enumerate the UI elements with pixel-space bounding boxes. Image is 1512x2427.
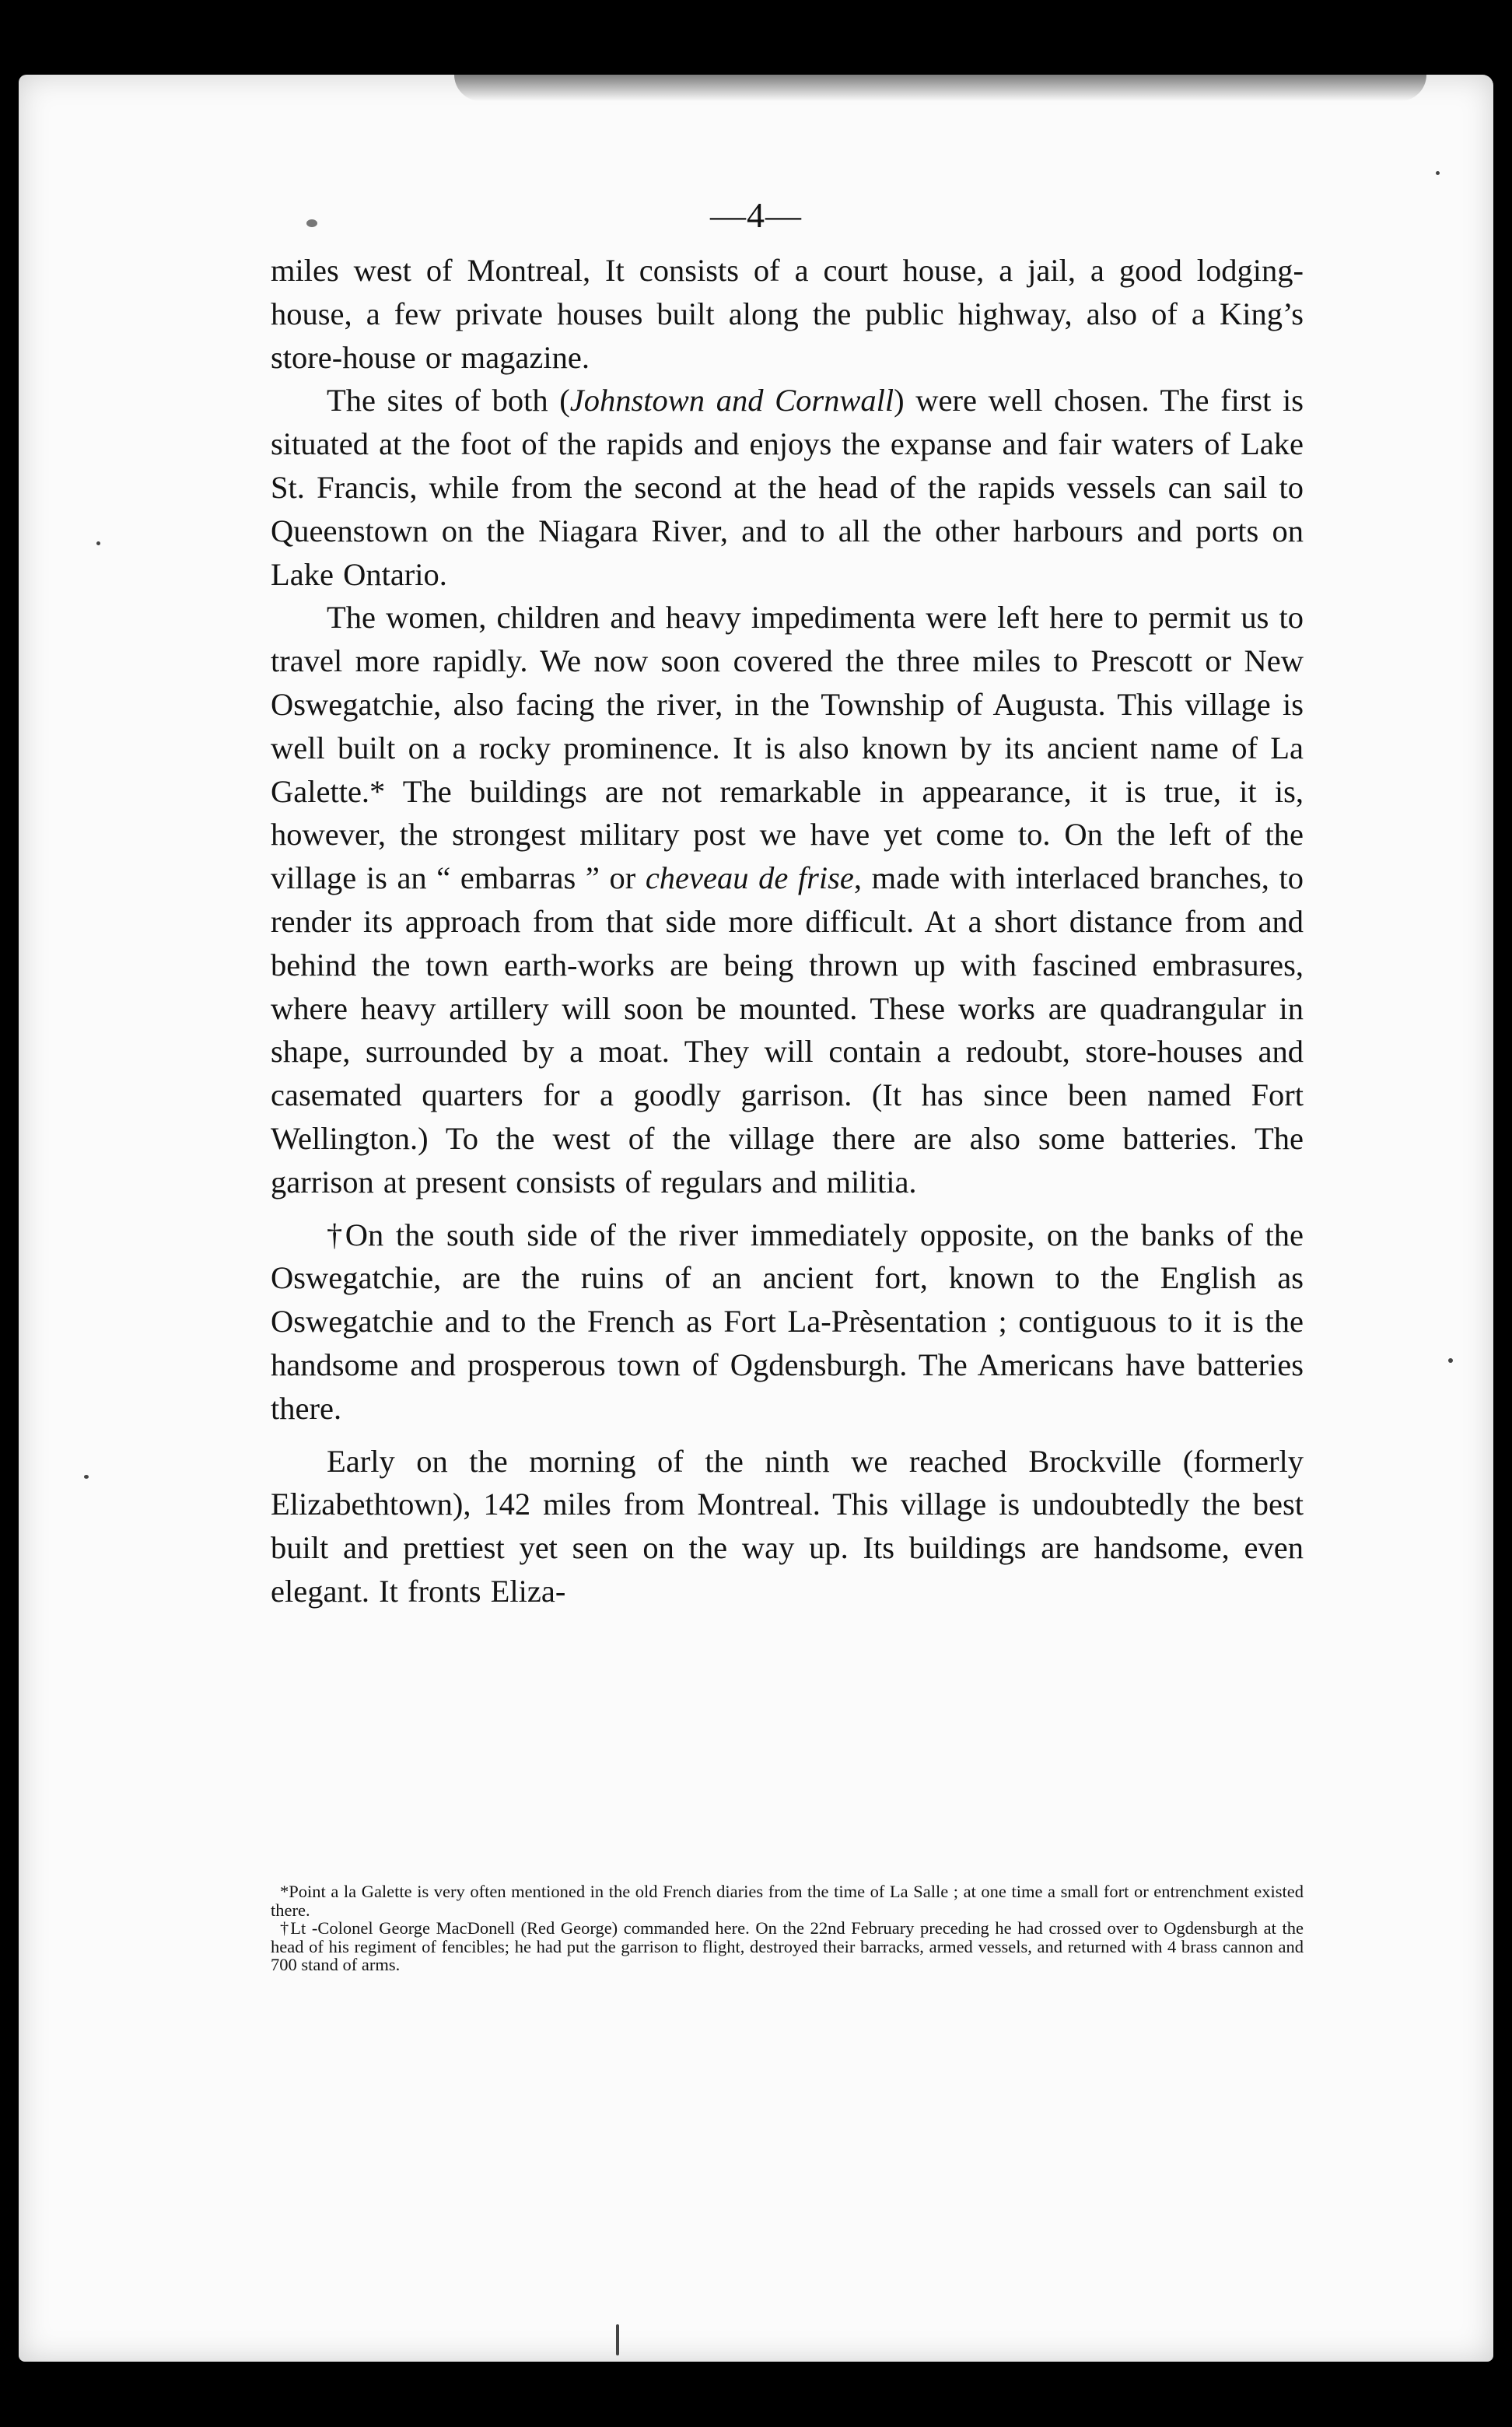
paragraph: †On the south side of the river immediately opposite, on the banks of the Oswegatchie, are the ruins of an ancient fort, known to the English as Oswegatchie and to the French as Fort La-Prèsentation ; contiguous to it is the handsome and prosperous town of Ogdensburgh. The Americans have batteries there. — [271, 1217, 1304, 1426]
footnote: *Point a la Galette is very often mentioned in the old French diaries from the time of La Salle ; at one time a small fort or entrenchment existed there. — [271, 1882, 1304, 1920]
paragraph — [271, 379, 1304, 596]
main-text — [271, 249, 1304, 1613]
ink-speck — [84, 1475, 89, 1479]
text-run: The sites of both ( — [327, 383, 570, 419]
footnotes — [271, 1882, 1304, 1974]
page-edge-shadow — [454, 75, 1426, 101]
footnote: †Lt -Colonel George MacDonell (Red George) commanded here. On the 22nd February preceding he had crossed over to Ogdensburgh at the head of his regiment of fencibles; he had put the garrison to flight, destroyed their barracks, armed vessels, and returned with 4 brass cannon and 700 stand of arms. — [271, 1918, 1304, 1974]
text-run: , made with interlaced branches, to render its approach from that side more difficult. At a short distance from and behind the town earth-works are being thrown up with fascined embrasures, where heavy artillery will soon be mounted. These works are quadrangular in shape, surrounded by a moat. They will contain a redoubt, store-houses and casemated quarters for a goodly garrison. (It has since been named Fort Wellington.) To the west of the village there are also some batteries. The garrison at present consists of regulars and militia. — [271, 860, 1304, 1199]
text-run: ) were well chosen. The first is situated at the foot of the rapids and enjoys the expanse and fair waters of Lake St. Francis, while from the second at the head of the rapids vessels can sail to Queenstown on the Niagara River, and to all the other harbours and ports on Lake Ontario. — [271, 383, 1304, 592]
ink-speck — [1436, 171, 1440, 175]
ink-speck — [1448, 1358, 1453, 1363]
text-run: The women, children and heavy impedimenta were left here to permit us to travel more rapidly. We now soon covered the three miles to Prescott or New Oswegatchie, also facing the river, in the Township of Augusta. This village is well built on a rocky prominence. It is also known by its ancient name of La Galette.* The buildings are not remarkable in appearance, it is true, it is, however, the strongest military post we have yet come to. On the left of the village is an “ embarras ” or — [271, 600, 1304, 896]
paragraph: miles west of Montreal, It consists of a court house, a jail, a good lodging-house, a few private houses built along the public highway, also of a King’s store-house or magazine. — [271, 253, 1304, 375]
page-number: —4— — [710, 195, 802, 235]
paragraph — [271, 596, 1304, 1203]
italic-text: cheveau de frise — [645, 860, 854, 896]
ink-speck — [616, 2324, 619, 2355]
italic-text: Johnstown and Cornwall — [569, 383, 894, 419]
paragraph: Early on the morning of the ninth we reached Brockville (formerly Elizabethtown), 142 miles from Montreal. This village is undoubtedly the best built and prettiest yet seen on the way up. Its buildings are handsome, even elegant. It fronts Eliza- — [271, 1443, 1304, 1609]
ink-speck — [96, 541, 100, 545]
